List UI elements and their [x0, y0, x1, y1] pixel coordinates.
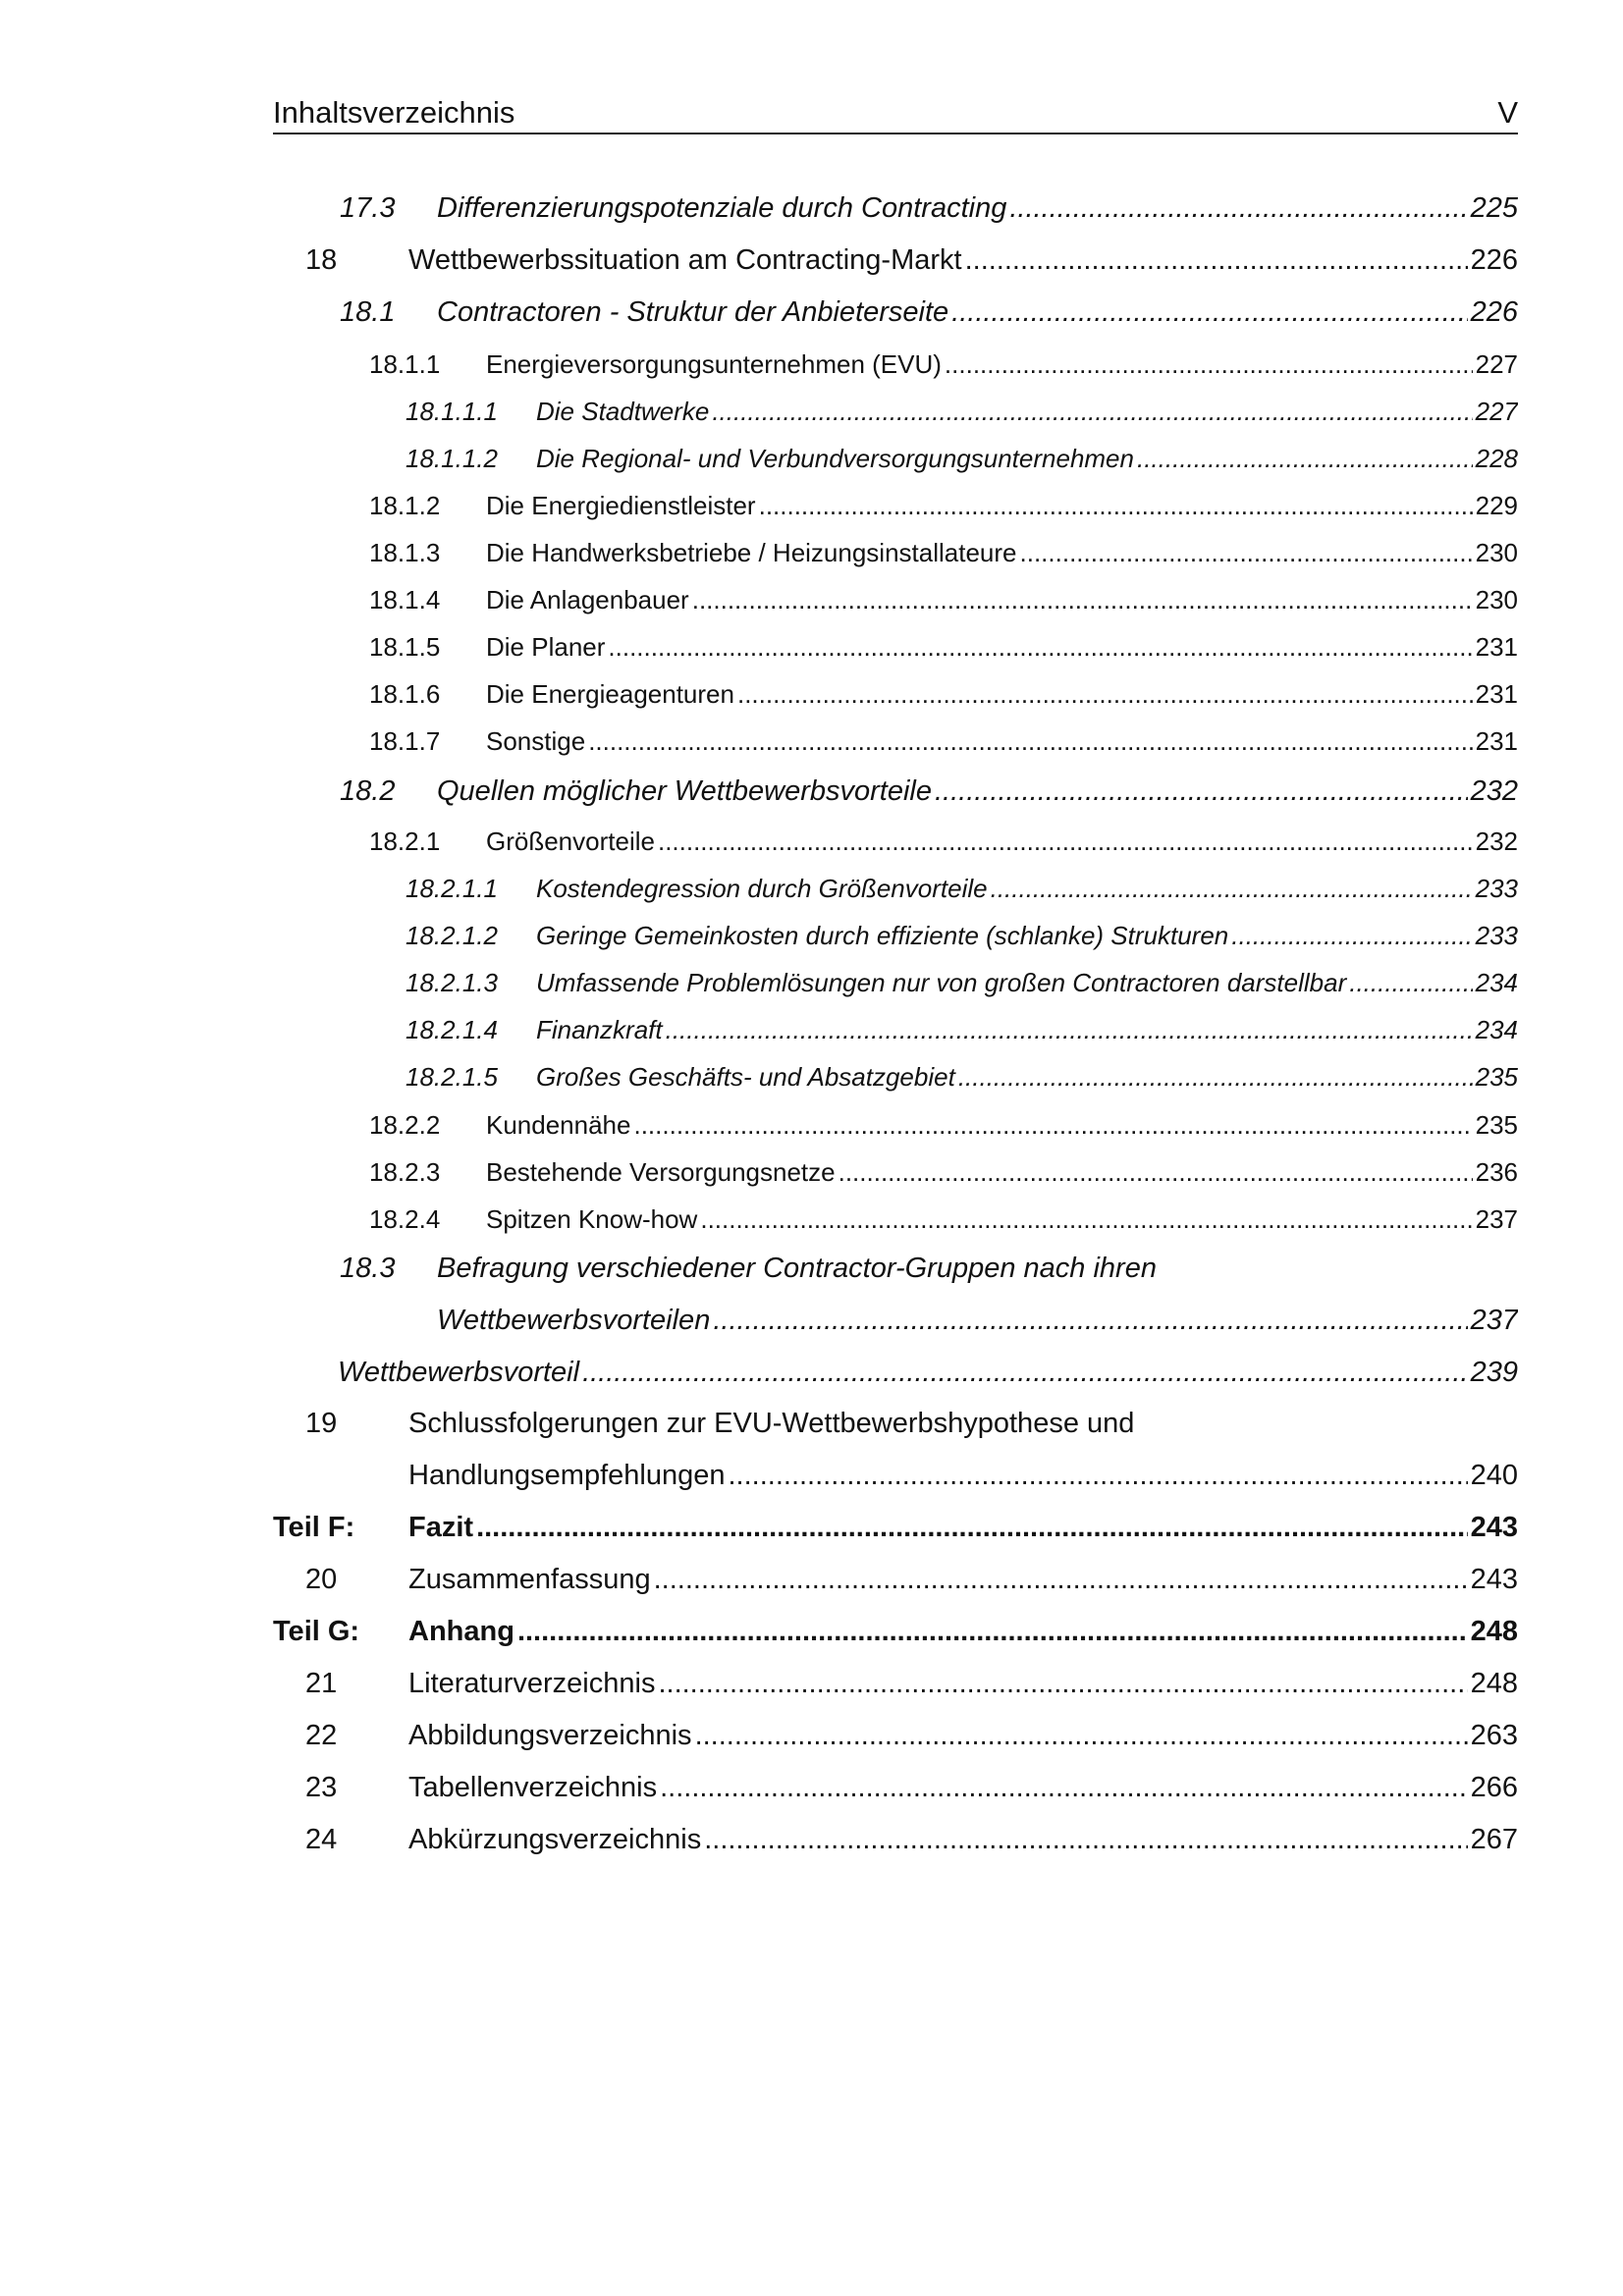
toc-entry-title: Wettbewerbssituation am Contracting-Markt — [408, 244, 962, 276]
toc-entry[interactable] — [0, 239, 1623, 278]
toc-entry-page: 233 — [1475, 921, 1518, 950]
toc-entry-page: 231 — [1475, 726, 1518, 756]
toc-leader — [700, 1204, 1472, 1235]
toc-entry-page: 266 — [1470, 1772, 1518, 1803]
toc-entry-page: 229 — [1475, 491, 1518, 520]
toc-entry-number: 19 — [305, 1408, 338, 1439]
toc-entry-page: 235 — [1475, 1062, 1518, 1092]
toc-entry-title: Anhang — [408, 1616, 514, 1647]
toc-entry-title: Umfassende Problemlösungen nur von großen Contractoren darstellbar — [536, 968, 1347, 997]
toc-leader — [935, 775, 1468, 808]
toc-leader — [945, 349, 1473, 380]
toc-entry-title: Abkürzungsverzeichnis — [408, 1824, 702, 1855]
toc-entry-page: 237 — [1475, 1204, 1518, 1234]
toc-entry-number: 18 — [305, 244, 338, 276]
toc-entry-title: Literaturverzeichnis — [408, 1668, 656, 1699]
toc-entry[interactable] — [0, 1351, 1623, 1390]
toc-entry[interactable] — [0, 626, 1623, 666]
toc-entry-title: Kostendegression durch Größenvorteile — [536, 874, 988, 903]
toc-entry-number: 18.2.1.1 — [406, 874, 498, 903]
toc-entry-title: Die Anlagenbauer — [486, 585, 689, 614]
toc-entry[interactable] — [0, 1766, 1623, 1805]
toc-leader — [588, 726, 1472, 757]
toc-leader — [728, 1460, 1467, 1492]
toc-entry[interactable] — [0, 391, 1623, 430]
toc-entry-title: Größenvorteile — [486, 827, 655, 856]
toc-entry-page: 228 — [1475, 444, 1518, 473]
toc-entry-number: 18.1.1.2 — [406, 444, 498, 473]
toc-entry-number: 17.3 — [340, 192, 396, 224]
toc-leader — [692, 585, 1473, 615]
toc-entry-title: Zusammenfassung — [408, 1564, 651, 1595]
toc-leader — [713, 1305, 1467, 1337]
toc-entry[interactable] — [0, 1610, 1623, 1649]
toc-entry-title: Befragung verschiedener Contractor-Gruppen nach ihren — [437, 1253, 1157, 1284]
toc-entry-page: 239 — [1470, 1357, 1518, 1388]
toc-leader — [633, 1110, 1472, 1141]
toc-entry-page: 248 — [1470, 1616, 1518, 1647]
toc-entry-title: Großes Geschäfts- und Absatzgebiet — [536, 1062, 955, 1092]
toc-entry-page: 231 — [1475, 632, 1518, 662]
toc-entry-number: 18.2.4 — [369, 1204, 441, 1234]
toc-entry[interactable] — [0, 1506, 1623, 1545]
toc-entry-page: 237 — [1470, 1305, 1518, 1336]
toc-entry[interactable] — [0, 962, 1623, 1001]
toc-entry-number: 18.2.1.4 — [406, 1015, 498, 1044]
toc-entry[interactable] — [0, 485, 1623, 524]
toc-entry-page: 231 — [1475, 679, 1518, 709]
toc-entry[interactable] — [0, 770, 1623, 809]
toc-entry-number: 23 — [305, 1772, 338, 1803]
header-title: Inhaltsverzeichnis — [273, 95, 515, 130]
toc-entry-page: 267 — [1470, 1824, 1518, 1855]
toc-entry[interactable] — [0, 187, 1623, 226]
toc-leader — [1137, 444, 1473, 474]
toc-entry-number: 18.2.3 — [369, 1157, 441, 1187]
toc-leader — [608, 632, 1472, 663]
toc-leader — [582, 1357, 1468, 1389]
toc-entry-page: 232 — [1475, 827, 1518, 856]
toc-entry-number: 18.2.1 — [369, 827, 441, 856]
toc-leader — [839, 1157, 1473, 1188]
toc-entry-number: 18.2.1.3 — [406, 968, 498, 997]
toc-entry-page: 233 — [1475, 874, 1518, 903]
toc-entry-number: 20 — [305, 1564, 338, 1595]
toc-entry-page: 248 — [1470, 1668, 1518, 1699]
toc-entry[interactable] — [0, 438, 1623, 477]
toc-entry-title-continued: Handlungsempfehlungen — [408, 1460, 726, 1491]
toc-leader — [658, 1668, 1467, 1700]
toc-leader — [958, 1062, 1473, 1093]
toc-entry-number: 18.3 — [340, 1253, 396, 1284]
toc-entry[interactable] — [0, 821, 1623, 860]
toc-entry-page: 227 — [1475, 349, 1518, 379]
toc-entry-page: 230 — [1475, 538, 1518, 567]
toc-entry-title: Differenzierungspotenziale durch Contracting — [437, 192, 1007, 224]
toc-entry[interactable] — [0, 721, 1623, 760]
toc-entry[interactable] — [0, 532, 1623, 571]
toc-entry[interactable] — [0, 291, 1623, 330]
toc-entry-page: 230 — [1475, 585, 1518, 614]
toc-entry-number: 18.2.1.5 — [406, 1062, 498, 1092]
toc-entry-title-continued: Wettbewerbsvorteilen — [437, 1305, 711, 1336]
toc-leader — [991, 874, 1473, 904]
toc-entry-title: Die Handwerksbetriebe / Heizungsinstallateure — [486, 538, 1017, 567]
toc-entry[interactable] — [0, 1558, 1623, 1597]
toc-entry-number: Teil G: — [273, 1616, 360, 1647]
toc-leader — [666, 1015, 1473, 1045]
toc-entry-page: 240 — [1470, 1460, 1518, 1491]
toc-entry-number: 18.1.7 — [369, 726, 441, 756]
toc-entry-number: 18.2 — [340, 775, 396, 807]
toc-entry[interactable] — [0, 1104, 1623, 1144]
toc-entry-page: 227 — [1475, 397, 1518, 426]
toc-entry-title: Tabellenverzeichnis — [408, 1772, 658, 1803]
toc-entry-title: Bestehende Versorgungsnetze — [486, 1157, 836, 1187]
toc-entry-number: 18.2.2 — [369, 1110, 441, 1140]
toc-leader — [1231, 921, 1472, 951]
toc-entry[interactable] — [0, 1056, 1623, 1095]
toc-entry[interactable] — [0, 1714, 1623, 1753]
toc-entry-number: Teil F: — [273, 1512, 355, 1543]
toc-entry-page: 236 — [1475, 1157, 1518, 1187]
toc-entry-page: 234 — [1475, 968, 1518, 997]
toc-entry-page: 243 — [1470, 1512, 1518, 1543]
toc-entry-page: 225 — [1470, 192, 1518, 224]
toc-entry-title: Wettbewerbsvorteil — [338, 1357, 580, 1388]
toc-entry[interactable] — [0, 915, 1623, 954]
toc-entry[interactable] — [0, 1402, 1623, 1496]
toc-leader — [951, 296, 1467, 329]
toc-entry[interactable] — [0, 1662, 1623, 1701]
toc-entry-page: 232 — [1470, 775, 1518, 807]
toc-entry-title: Die Planer — [486, 632, 606, 662]
toc-leader — [517, 1616, 1468, 1648]
toc-entry-title: Contractoren - Struktur der Anbieterseite — [437, 296, 949, 328]
toc-entry-number: 18.1 — [340, 296, 396, 328]
toc-entry-title: Finanzkraft — [536, 1015, 663, 1044]
toc-entry-number: 24 — [305, 1824, 338, 1855]
toc-entry-number: 18.1.5 — [369, 632, 441, 662]
toc-entry-title: Fazit — [408, 1512, 474, 1543]
toc-entry[interactable] — [0, 579, 1623, 618]
toc-leader — [658, 827, 1473, 857]
toc-leader — [712, 397, 1472, 427]
toc-entry-number: 18.2.1.2 — [406, 921, 498, 950]
toc-entry[interactable] — [0, 1199, 1623, 1238]
toc-entry-title: Die Energiedienstleister — [486, 491, 756, 520]
toc-entry-number: 18.1.2 — [369, 491, 441, 520]
toc-leader — [704, 1824, 1467, 1856]
toc-entry-title: Schlussfolgerungen zur EVU-Wettbewerbshypothese und — [408, 1408, 1135, 1439]
toc-entry-title: Abbildungsverzeichnis — [408, 1720, 692, 1751]
toc-entry-title: Die Energieagenturen — [486, 679, 734, 709]
toc-entry-number: 18.1.1 — [369, 349, 441, 379]
toc-entry-title: Kundennähe — [486, 1110, 631, 1140]
toc-entry-title: Die Stadtwerke — [536, 397, 710, 426]
toc-entry-page: 226 — [1470, 244, 1518, 276]
toc-entry-number: 18.1.3 — [369, 538, 441, 567]
toc-entry[interactable] — [0, 673, 1623, 713]
toc-leader — [660, 1772, 1468, 1804]
toc-entry-title: Quellen möglicher Wettbewerbsvorteile — [437, 775, 932, 807]
toc-entry-title: Energieversorgungsunternehmen (EVU) — [486, 349, 942, 379]
toc-entry[interactable] — [0, 1009, 1623, 1048]
toc-leader — [695, 1720, 1468, 1752]
toc-entry-page: 263 — [1470, 1720, 1518, 1751]
toc-entry-number: 18.1.6 — [369, 679, 441, 709]
page-header — [273, 93, 1518, 134]
toc-entry[interactable] — [0, 1151, 1623, 1191]
toc-entry[interactable] — [0, 1818, 1623, 1857]
toc-leader — [965, 244, 1468, 277]
toc-entry-page: 235 — [1475, 1110, 1518, 1140]
toc-entry[interactable] — [0, 344, 1623, 383]
toc-leader — [1009, 192, 1467, 225]
toc-entry-title: Geringe Gemeinkosten durch effiziente (schlanke) Strukturen — [536, 921, 1229, 950]
toc-entry-title: Die Regional- und Verbundversorgungsunternehmen — [536, 444, 1134, 473]
toc-entry-page: 234 — [1475, 1015, 1518, 1044]
toc-entry[interactable] — [0, 1247, 1623, 1341]
toc-leader — [759, 491, 1473, 521]
toc-leader — [654, 1564, 1468, 1596]
toc-leader — [1349, 968, 1472, 998]
toc-entry-title: Sonstige — [486, 726, 586, 756]
toc-entry[interactable] — [0, 868, 1623, 907]
toc-leader — [476, 1512, 1468, 1544]
toc-entry-number: 18.1.4 — [369, 585, 441, 614]
toc-entry-number: 21 — [305, 1668, 338, 1699]
header-page-number: V — [1497, 95, 1518, 130]
toc-entry-page: 243 — [1470, 1564, 1518, 1595]
toc-leader — [737, 679, 1473, 710]
toc-entry-title: Spitzen Know-how — [486, 1204, 698, 1234]
toc-entry-number: 18.1.1.1 — [406, 397, 498, 426]
toc-entry-number: 22 — [305, 1720, 338, 1751]
toc-entry-page: 226 — [1470, 296, 1518, 328]
toc-leader — [1020, 538, 1473, 568]
